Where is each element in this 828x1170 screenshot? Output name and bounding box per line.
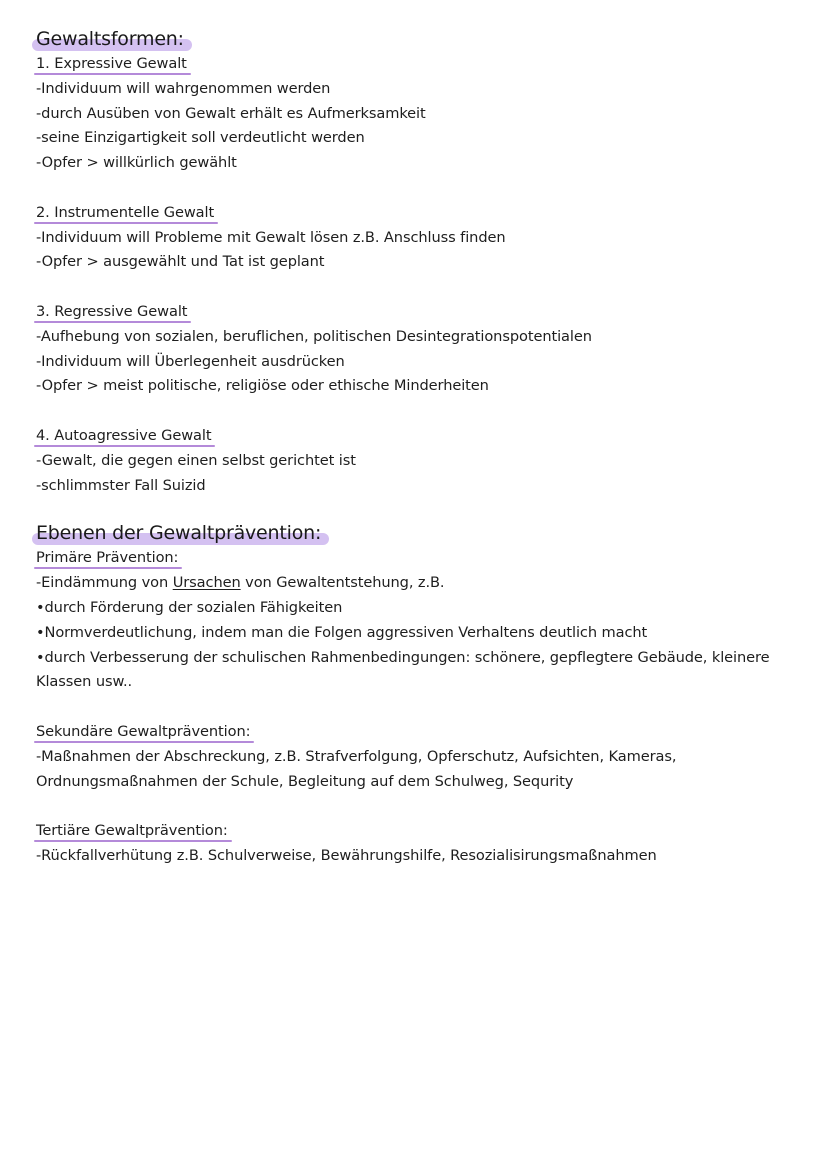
underline-mark bbox=[34, 445, 215, 447]
section-title-gewaltsformen: Gewaltsformen: bbox=[36, 26, 184, 52]
list-item: -schlimmster Fall Suizid bbox=[36, 476, 206, 494]
group-sekundaere-praevention bbox=[36, 720, 816, 794]
list-item: •durch Förderung der sozialen Fähigkeiten bbox=[36, 598, 343, 616]
list-item: Klassen usw.. bbox=[36, 673, 133, 691]
list-item: -Gewalt, die gegen einen selbst gerichtet ist bbox=[36, 451, 356, 469]
list-item: -Aufhebung von sozialen, beruflichen, politischen Desintegrationspotentialen bbox=[36, 327, 592, 345]
list-item: -Individuum will Probleme mit Gewalt lösen z.B. Anschluss finden bbox=[36, 228, 506, 246]
subheading-tertiaere: Tertiäre Gewaltprävention: bbox=[36, 819, 228, 844]
list-item: -Opfer > willkürlich gewählt bbox=[36, 154, 237, 172]
subheading-instrumentelle: 2. Instrumentelle Gewalt bbox=[36, 201, 214, 226]
list-item: Ordnungsmaßnahmen der Schule, Begleitung auf dem Schulweg, Sequrity bbox=[36, 772, 574, 790]
underline-mark bbox=[34, 73, 191, 75]
underline-mark bbox=[34, 222, 218, 224]
underline-mark bbox=[34, 321, 191, 323]
subheading-expressive: 1. Expressive Gewalt bbox=[36, 52, 187, 77]
underline-mark bbox=[34, 840, 232, 842]
group-expressive bbox=[36, 52, 816, 176]
list-item: -Opfer > meist politische, religiöse oder ethische Minderheiten bbox=[36, 377, 489, 395]
list-item: -Maßnahmen der Abschreckung, z.B. Strafverfolgung, Opferschutz, Aufsichten, Kameras, bbox=[36, 747, 677, 765]
group-tertiaere-praevention bbox=[36, 819, 816, 869]
subheading-autoagressive: 4. Autoagressive Gewalt bbox=[36, 424, 211, 449]
section-title-ebenen: Ebenen der Gewaltprävention: bbox=[36, 520, 321, 546]
subheading-regressive: 3. Regressive Gewalt bbox=[36, 300, 187, 325]
list-item: -Eindämmung von Ursachen von Gewaltentstehung, z.B. bbox=[36, 574, 445, 592]
list-item: -durch Ausüben von Gewalt erhält es Aufmerksamkeit bbox=[36, 104, 426, 122]
list-item: -Rückfallverhütung z.B. Schulverweise, Bewährungshilfe, Resozialisirungsmaßnahmen bbox=[36, 846, 657, 864]
underline-mark bbox=[34, 567, 182, 569]
list-item: •durch Verbesserung der schulischen Rahmenbedingungen: schönere, gepflegtere Gebäude, kleinere bbox=[36, 648, 770, 666]
list-item: -Opfer > ausgewählt und Tat ist geplant bbox=[36, 253, 325, 271]
subheading-primaere: Primäre Prävention: bbox=[36, 546, 178, 571]
group-primaere-praevention bbox=[36, 546, 816, 695]
underlined-word: Ursachen bbox=[172, 574, 241, 592]
group-instrumentelle bbox=[36, 201, 816, 275]
list-item: -Individuum will wahrgenommen werden bbox=[36, 79, 331, 97]
list-item: •Normverdeutlichung, indem man die Folgen aggressiven Verhaltens deutlich macht bbox=[36, 623, 648, 641]
list-item: -Individuum will Überlegenheit ausdrücken bbox=[36, 352, 345, 370]
underline-mark bbox=[34, 741, 254, 743]
group-regressive bbox=[36, 300, 816, 399]
group-autoagressive bbox=[36, 424, 816, 498]
list-item: -seine Einzigartigkeit soll verdeutlicht werden bbox=[36, 129, 365, 147]
subheading-sekundaere: Sekundäre Gewaltprävention: bbox=[36, 720, 250, 745]
document-page bbox=[36, 26, 816, 869]
